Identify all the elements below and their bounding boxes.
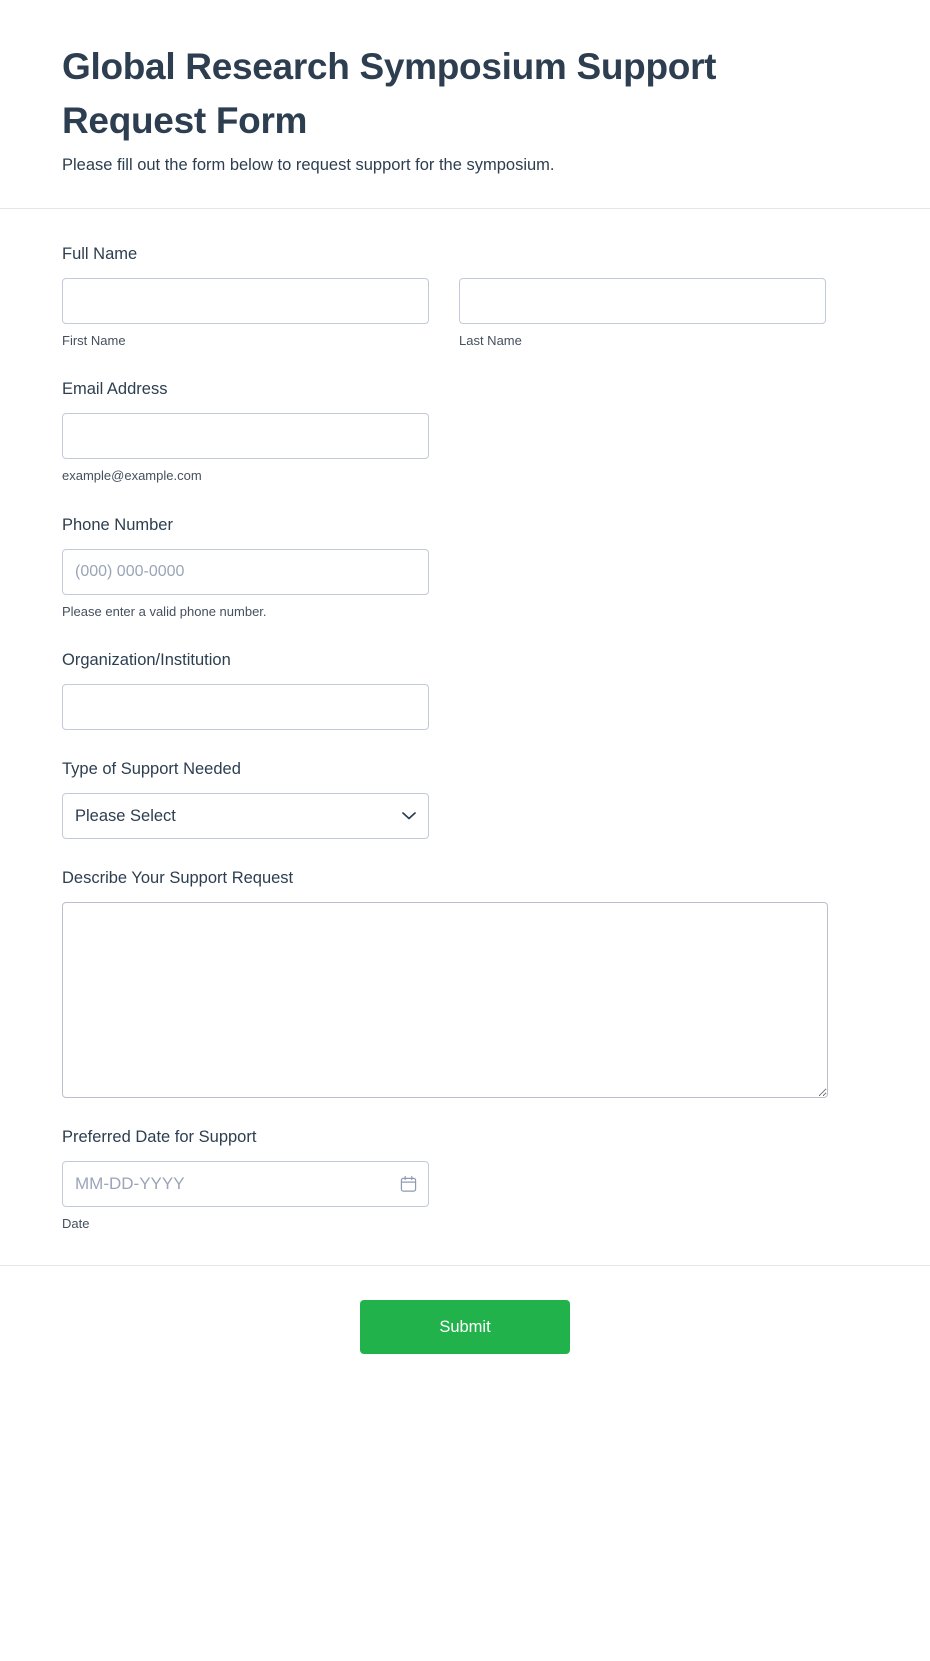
email-input[interactable] bbox=[62, 413, 429, 459]
first-name-sublabel: First Name bbox=[62, 333, 126, 349]
first-name-input[interactable] bbox=[62, 278, 429, 324]
form-header bbox=[0, 0, 930, 209]
page-title: Global Research Symposium Support Request Form bbox=[62, 46, 717, 141]
preferred-date-label: Preferred Date for Support bbox=[62, 1128, 257, 1147]
description-label: Describe Your Support Request bbox=[62, 869, 294, 888]
phone-input[interactable] bbox=[62, 549, 429, 595]
phone-sublabel: Please enter a valid phone number. bbox=[62, 603, 267, 619]
preferred-date-sublabel: Date bbox=[62, 1216, 90, 1232]
organization-input[interactable] bbox=[62, 684, 429, 730]
last-name-col bbox=[459, 278, 826, 350]
field-preferred-date bbox=[62, 1126, 868, 1233]
form-footer bbox=[0, 1266, 930, 1394]
full-name-row bbox=[62, 278, 868, 350]
first-name-col bbox=[62, 278, 429, 350]
field-phone bbox=[62, 514, 868, 621]
field-description bbox=[62, 867, 868, 1098]
email-sublabel: example@example.com bbox=[62, 468, 202, 484]
preferred-date-wrap bbox=[62, 1161, 429, 1207]
field-organization bbox=[62, 649, 868, 730]
description-textarea[interactable] bbox=[62, 902, 828, 1098]
field-email bbox=[62, 378, 868, 485]
submit-button[interactable]: Submit bbox=[360, 1300, 570, 1354]
calendar-icon[interactable] bbox=[400, 1176, 417, 1193]
field-full-name bbox=[62, 243, 868, 350]
support-type-label: Type of Support Needed bbox=[62, 759, 241, 778]
organization-label: Organization/Institution bbox=[62, 650, 231, 669]
form-body bbox=[0, 209, 930, 1266]
support-type-select[interactable] bbox=[62, 793, 429, 839]
preferred-date-input[interactable] bbox=[62, 1161, 429, 1207]
support-type-select-wrap[interactable] bbox=[62, 793, 429, 839]
last-name-input[interactable] bbox=[459, 278, 826, 324]
phone-label: Phone Number bbox=[62, 515, 173, 534]
full-name-label: Full Name bbox=[62, 245, 138, 264]
page-subtitle: Please fill out the form below to request support for the symposium. bbox=[62, 156, 555, 175]
field-support-type bbox=[62, 758, 868, 839]
last-name-sublabel: Last Name bbox=[459, 333, 522, 349]
email-label: Email Address bbox=[62, 380, 168, 399]
